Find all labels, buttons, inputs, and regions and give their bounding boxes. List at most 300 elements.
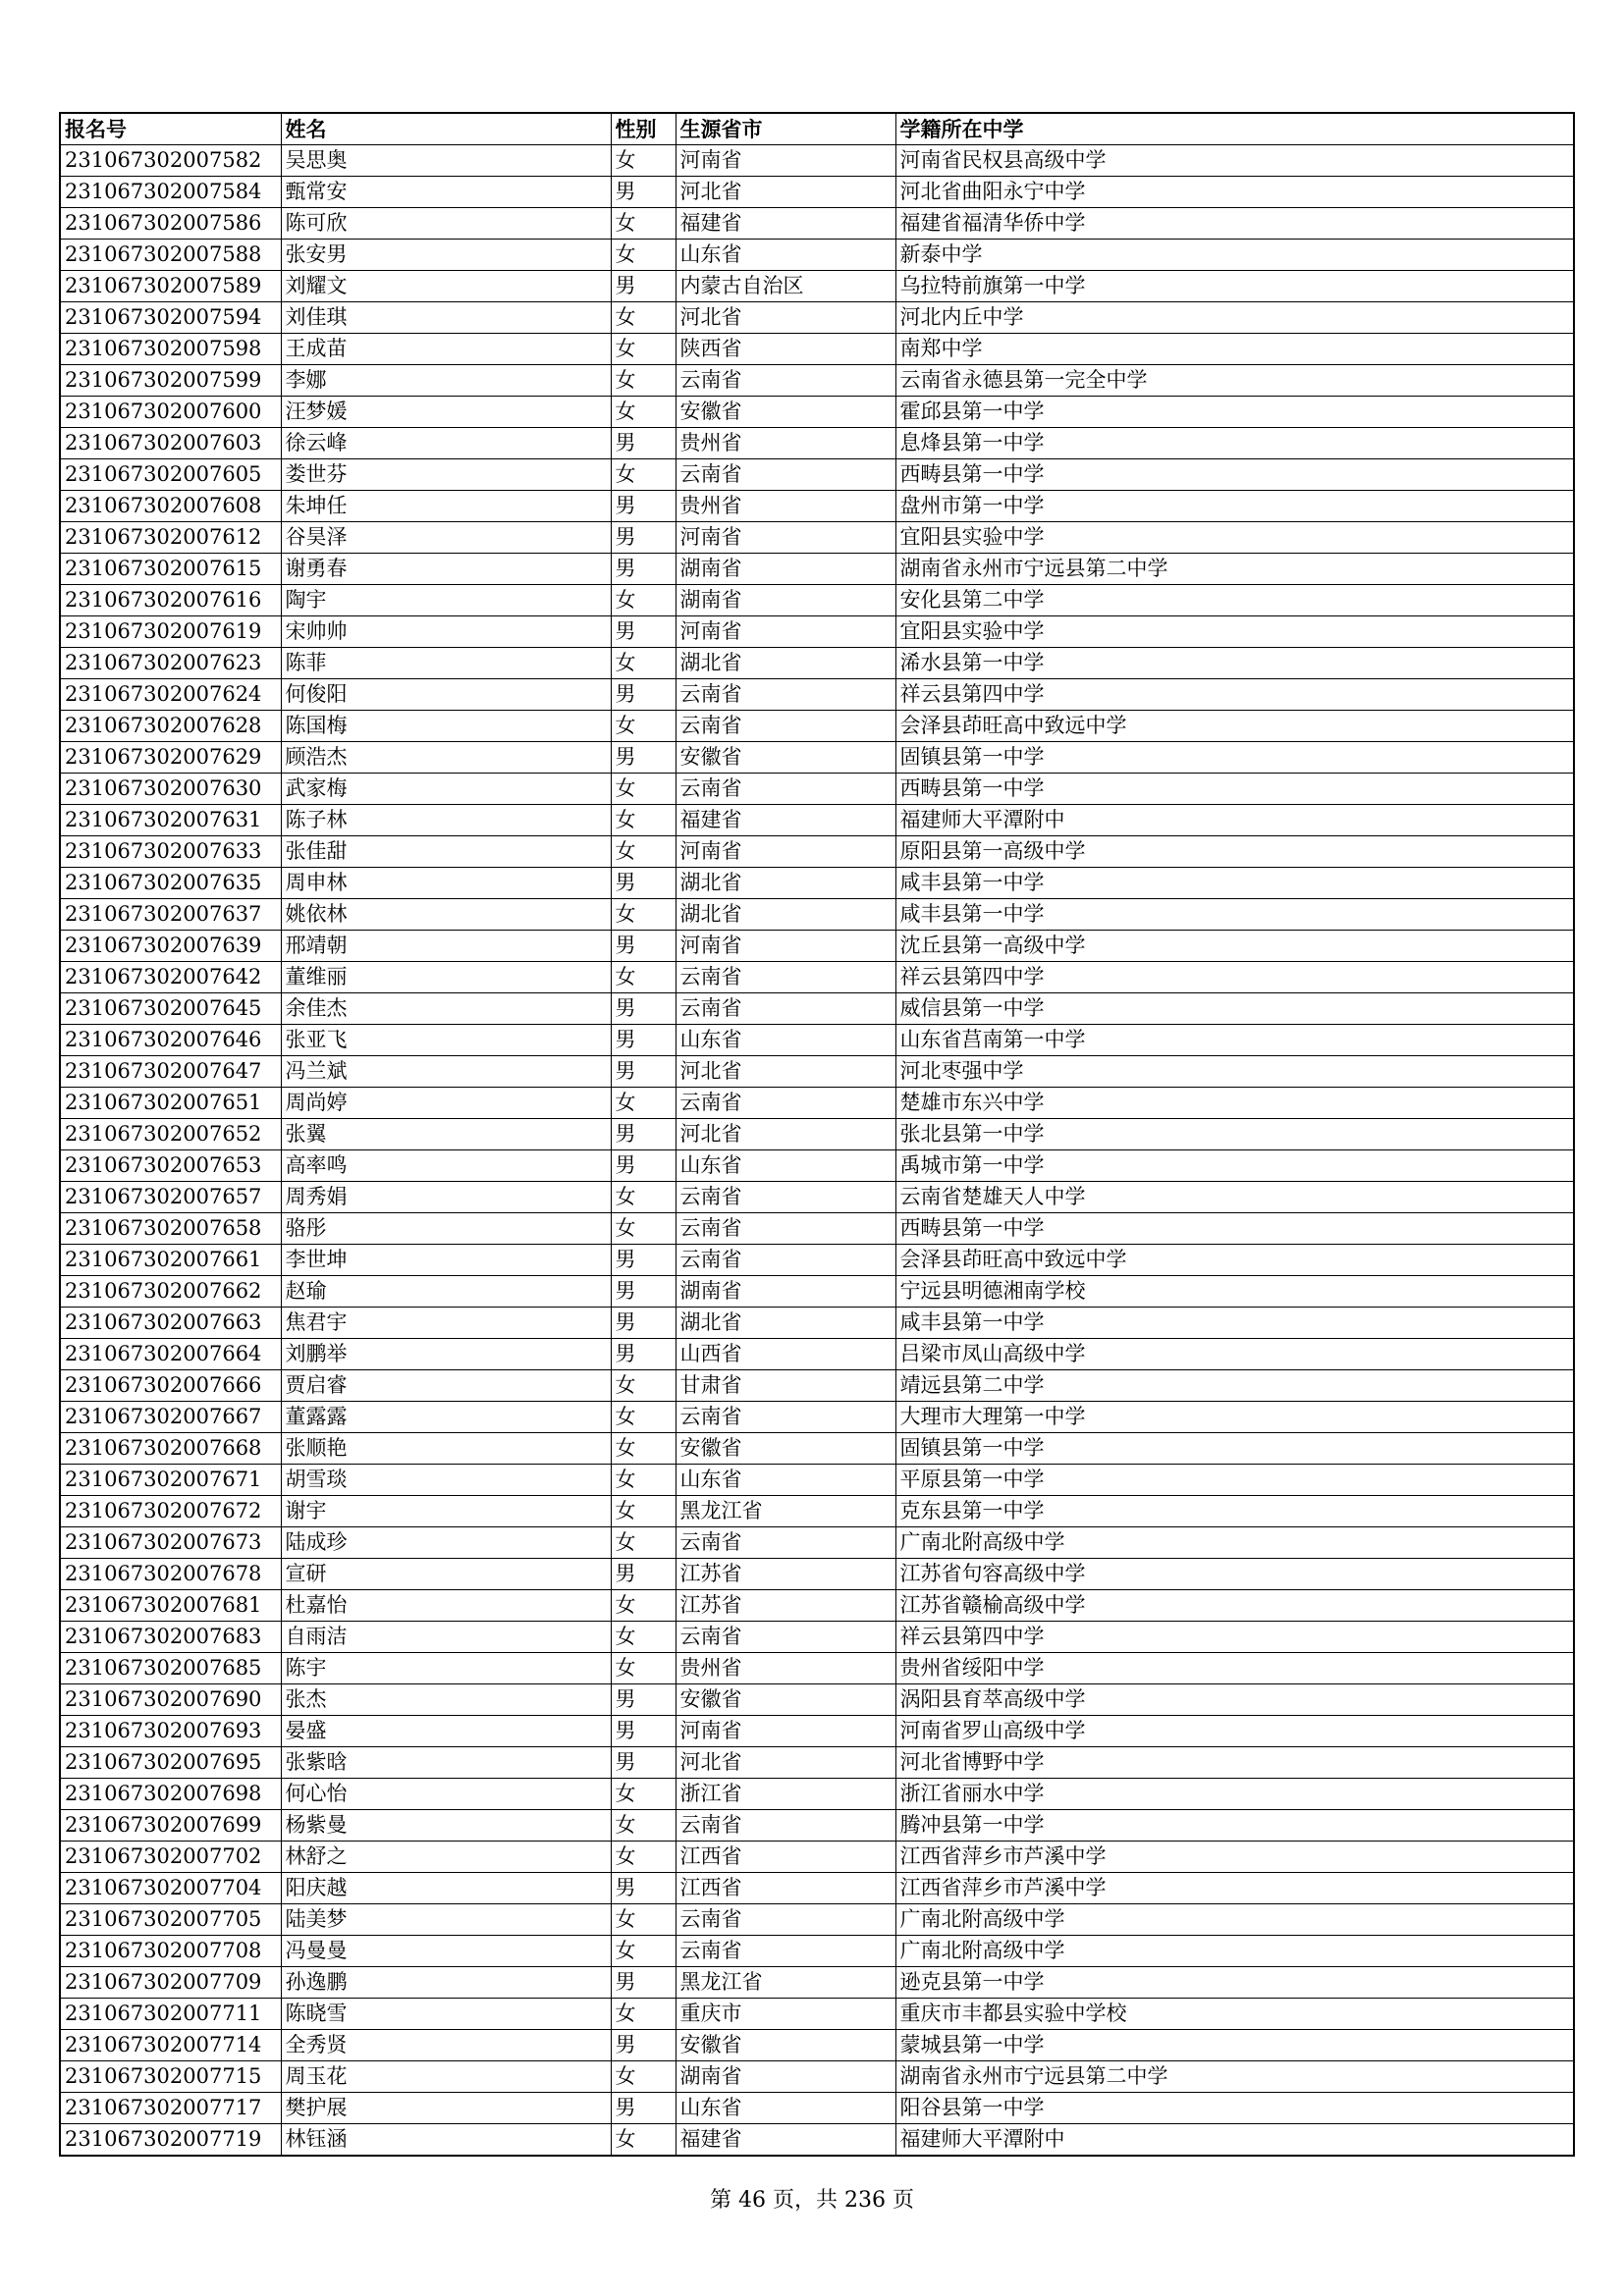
cell-school: 祥云县第四中学 xyxy=(895,679,1574,711)
table-row xyxy=(60,679,1574,711)
cell-name: 张翼 xyxy=(281,1119,611,1150)
table-row xyxy=(60,805,1574,836)
cell-registration-number: 231067302007599 xyxy=(60,365,281,397)
table-row xyxy=(60,962,1574,993)
cell-registration-number: 231067302007633 xyxy=(60,836,281,868)
table-row xyxy=(60,1622,1574,1653)
cell-province: 福建省 xyxy=(676,805,895,836)
cell-registration-number: 231067302007623 xyxy=(60,648,281,679)
cell-name: 阳庆越 xyxy=(281,1873,611,1904)
cell-school: 福建省福清华侨中学 xyxy=(895,208,1574,240)
cell-gender: 女 xyxy=(611,1402,676,1433)
cell-registration-number: 231067302007717 xyxy=(60,2093,281,2124)
table-row xyxy=(60,459,1574,491)
cell-province: 安徽省 xyxy=(676,397,895,428)
cell-school: 重庆市丰都县实验中学校 xyxy=(895,1999,1574,2030)
cell-name: 陈宇 xyxy=(281,1653,611,1684)
cell-registration-number: 231067302007719 xyxy=(60,2124,281,2157)
cell-name: 晏盛 xyxy=(281,1716,611,1747)
cell-school: 威信县第一中学 xyxy=(895,993,1574,1025)
cell-name: 顾浩杰 xyxy=(281,742,611,774)
cell-gender: 男 xyxy=(611,616,676,648)
header-name: 姓名 xyxy=(281,113,611,145)
cell-registration-number: 231067302007709 xyxy=(60,1967,281,1999)
cell-gender: 男 xyxy=(611,868,676,899)
cell-registration-number: 231067302007672 xyxy=(60,1496,281,1527)
cell-registration-number: 231067302007683 xyxy=(60,1622,281,1653)
header-school: 学籍所在中学 xyxy=(895,113,1574,145)
cell-registration-number: 231067302007715 xyxy=(60,2061,281,2093)
cell-registration-number: 231067302007603 xyxy=(60,428,281,459)
cell-name: 陆成珍 xyxy=(281,1527,611,1559)
table-row xyxy=(60,302,1574,334)
cell-name: 自雨洁 xyxy=(281,1622,611,1653)
table-row xyxy=(60,1684,1574,1716)
cell-name: 陶宇 xyxy=(281,585,611,616)
cell-gender: 男 xyxy=(611,2030,676,2061)
cell-school: 河南省罗山高级中学 xyxy=(895,1716,1574,1747)
cell-school: 会泽县茚旺高中致远中学 xyxy=(895,1245,1574,1276)
table-row xyxy=(60,1308,1574,1339)
cell-gender: 男 xyxy=(611,1684,676,1716)
cell-province: 云南省 xyxy=(676,1402,895,1433)
cell-name: 张顺艳 xyxy=(281,1433,611,1465)
cell-gender: 男 xyxy=(611,1245,676,1276)
cell-gender: 女 xyxy=(611,805,676,836)
cell-school: 西畴县第一中学 xyxy=(895,459,1574,491)
cell-registration-number: 231067302007653 xyxy=(60,1150,281,1182)
cell-province: 云南省 xyxy=(676,1213,895,1245)
cell-name: 杨紫曼 xyxy=(281,1810,611,1842)
cell-registration-number: 231067302007612 xyxy=(60,522,281,554)
cell-registration-number: 231067302007628 xyxy=(60,711,281,742)
cell-gender: 男 xyxy=(611,679,676,711)
cell-school: 平原县第一中学 xyxy=(895,1465,1574,1496)
cell-school: 贵州省绥阳中学 xyxy=(895,1653,1574,1684)
header-gender: 性别 xyxy=(611,113,676,145)
cell-school: 大理市大理第一中学 xyxy=(895,1402,1574,1433)
cell-province: 湖南省 xyxy=(676,585,895,616)
cell-province: 河南省 xyxy=(676,145,895,177)
cell-name: 张紫晗 xyxy=(281,1747,611,1779)
cell-name: 徐云峰 xyxy=(281,428,611,459)
cell-gender: 女 xyxy=(611,774,676,805)
table-row xyxy=(60,1088,1574,1119)
table-body xyxy=(60,145,1574,2157)
cell-registration-number: 231067302007584 xyxy=(60,177,281,208)
cell-gender: 女 xyxy=(611,1370,676,1402)
cell-province: 重庆市 xyxy=(676,1999,895,2030)
cell-province: 贵州省 xyxy=(676,491,895,522)
cell-school: 南郑中学 xyxy=(895,334,1574,365)
cell-gender: 女 xyxy=(611,1527,676,1559)
table-row xyxy=(60,1873,1574,1904)
cell-registration-number: 231067302007598 xyxy=(60,334,281,365)
cell-gender: 男 xyxy=(611,522,676,554)
cell-registration-number: 231067302007657 xyxy=(60,1182,281,1213)
cell-province: 安徽省 xyxy=(676,1433,895,1465)
student-table xyxy=(59,112,1575,2157)
cell-registration-number: 231067302007658 xyxy=(60,1213,281,1245)
table-row xyxy=(60,868,1574,899)
cell-registration-number: 231067302007671 xyxy=(60,1465,281,1496)
cell-school: 咸丰县第一中学 xyxy=(895,868,1574,899)
cell-school: 湖南省永州市宁远县第二中学 xyxy=(895,2061,1574,2093)
cell-gender: 男 xyxy=(611,554,676,585)
cell-province: 湖南省 xyxy=(676,2061,895,2093)
cell-gender: 女 xyxy=(611,397,676,428)
cell-province: 湖南省 xyxy=(676,554,895,585)
cell-name: 邢靖朝 xyxy=(281,931,611,962)
table-row xyxy=(60,1150,1574,1182)
cell-school: 安化县第二中学 xyxy=(895,585,1574,616)
cell-name: 张佳甜 xyxy=(281,836,611,868)
cell-school: 新泰中学 xyxy=(895,240,1574,271)
header-province: 生源省市 xyxy=(676,113,895,145)
cell-registration-number: 231067302007631 xyxy=(60,805,281,836)
cell-name: 樊护展 xyxy=(281,2093,611,2124)
cell-gender: 男 xyxy=(611,742,676,774)
cell-name: 刘佳琪 xyxy=(281,302,611,334)
cell-gender: 男 xyxy=(611,1747,676,1779)
cell-school: 浠水县第一中学 xyxy=(895,648,1574,679)
cell-name: 刘鹏举 xyxy=(281,1339,611,1370)
cell-gender: 女 xyxy=(611,302,676,334)
cell-province: 云南省 xyxy=(676,1527,895,1559)
cell-name: 甄常安 xyxy=(281,177,611,208)
table-row xyxy=(60,616,1574,648)
table-row xyxy=(60,428,1574,459)
table-row xyxy=(60,208,1574,240)
cell-gender: 女 xyxy=(611,208,676,240)
cell-school: 广南北附高级中学 xyxy=(895,1904,1574,1936)
table-row xyxy=(60,1245,1574,1276)
cell-province: 云南省 xyxy=(676,1088,895,1119)
cell-gender: 女 xyxy=(611,145,676,177)
cell-registration-number: 231067302007705 xyxy=(60,1904,281,1936)
cell-name: 冯兰斌 xyxy=(281,1056,611,1088)
cell-gender: 女 xyxy=(611,1842,676,1873)
cell-name: 董维丽 xyxy=(281,962,611,993)
cell-school: 固镇县第一中学 xyxy=(895,1433,1574,1465)
cell-gender: 女 xyxy=(611,1779,676,1810)
cell-school: 吕梁市凤山高级中学 xyxy=(895,1339,1574,1370)
cell-school: 涡阳县育萃高级中学 xyxy=(895,1684,1574,1716)
cell-name: 周秀娟 xyxy=(281,1182,611,1213)
cell-gender: 女 xyxy=(611,459,676,491)
table-row xyxy=(60,2124,1574,2157)
table-row xyxy=(60,145,1574,177)
cell-registration-number: 231067302007664 xyxy=(60,1339,281,1370)
cell-registration-number: 231067302007630 xyxy=(60,774,281,805)
cell-province: 云南省 xyxy=(676,459,895,491)
cell-gender: 女 xyxy=(611,1182,676,1213)
table-row xyxy=(60,1590,1574,1622)
cell-registration-number: 231067302007639 xyxy=(60,931,281,962)
cell-school: 靖远县第二中学 xyxy=(895,1370,1574,1402)
table-row xyxy=(60,836,1574,868)
table-row xyxy=(60,742,1574,774)
cell-province: 山西省 xyxy=(676,1339,895,1370)
cell-province: 河南省 xyxy=(676,616,895,648)
table-row xyxy=(60,1119,1574,1150)
cell-province: 云南省 xyxy=(676,679,895,711)
page-footer: 第 46 页，共 236 页 xyxy=(710,2188,914,2213)
table-row xyxy=(60,1402,1574,1433)
cell-school: 福建师大平潭附中 xyxy=(895,2124,1574,2157)
table-row xyxy=(60,1936,1574,1967)
cell-province: 山东省 xyxy=(676,1465,895,1496)
cell-province: 山东省 xyxy=(676,1150,895,1182)
cell-province: 内蒙古自治区 xyxy=(676,271,895,302)
cell-name: 陈菲 xyxy=(281,648,611,679)
cell-gender: 男 xyxy=(611,931,676,962)
cell-gender: 女 xyxy=(611,334,676,365)
cell-school: 蒙城县第一中学 xyxy=(895,2030,1574,2061)
cell-school: 山东省莒南第一中学 xyxy=(895,1025,1574,1056)
cell-province: 甘肃省 xyxy=(676,1370,895,1402)
cell-registration-number: 231067302007588 xyxy=(60,240,281,271)
cell-registration-number: 231067302007605 xyxy=(60,459,281,491)
cell-gender: 女 xyxy=(611,365,676,397)
cell-name: 林钰涵 xyxy=(281,2124,611,2157)
cell-province: 湖北省 xyxy=(676,648,895,679)
cell-registration-number: 231067302007589 xyxy=(60,271,281,302)
cell-school: 克东县第一中学 xyxy=(895,1496,1574,1527)
cell-school: 宁远县明德湘南学校 xyxy=(895,1276,1574,1308)
table-row xyxy=(60,177,1574,208)
cell-school: 禹城市第一中学 xyxy=(895,1150,1574,1182)
table-row xyxy=(60,1370,1574,1402)
cell-registration-number: 231067302007642 xyxy=(60,962,281,993)
table-row xyxy=(60,1967,1574,1999)
cell-gender: 女 xyxy=(611,1810,676,1842)
cell-gender: 男 xyxy=(611,271,676,302)
table-row xyxy=(60,271,1574,302)
table-row xyxy=(60,334,1574,365)
cell-province: 江西省 xyxy=(676,1842,895,1873)
cell-name: 贾启睿 xyxy=(281,1370,611,1402)
cell-school: 浙江省丽水中学 xyxy=(895,1779,1574,1810)
cell-gender: 男 xyxy=(611,2093,676,2124)
cell-registration-number: 231067302007681 xyxy=(60,1590,281,1622)
cell-registration-number: 231067302007652 xyxy=(60,1119,281,1150)
cell-name: 陈可欣 xyxy=(281,208,611,240)
cell-name: 林舒之 xyxy=(281,1842,611,1873)
table-row xyxy=(60,522,1574,554)
cell-name: 刘耀文 xyxy=(281,271,611,302)
cell-registration-number: 231067302007678 xyxy=(60,1559,281,1590)
cell-school: 祥云县第四中学 xyxy=(895,962,1574,993)
cell-gender: 女 xyxy=(611,2061,676,2093)
table-row xyxy=(60,1496,1574,1527)
cell-province: 河南省 xyxy=(676,836,895,868)
cell-school: 河北省博野中学 xyxy=(895,1747,1574,1779)
cell-school: 广南北附高级中学 xyxy=(895,1527,1574,1559)
cell-gender: 女 xyxy=(611,1465,676,1496)
cell-name: 谷昊泽 xyxy=(281,522,611,554)
cell-province: 贵州省 xyxy=(676,428,895,459)
cell-gender: 男 xyxy=(611,1873,676,1904)
cell-school: 云南省永德县第一完全中学 xyxy=(895,365,1574,397)
cell-gender: 男 xyxy=(611,1150,676,1182)
cell-school: 河北内丘中学 xyxy=(895,302,1574,334)
cell-province: 湖北省 xyxy=(676,1308,895,1339)
cell-province: 云南省 xyxy=(676,962,895,993)
cell-registration-number: 231067302007615 xyxy=(60,554,281,585)
cell-name: 周玉花 xyxy=(281,2061,611,2093)
cell-school: 楚雄市东兴中学 xyxy=(895,1088,1574,1119)
cell-gender: 女 xyxy=(611,1088,676,1119)
cell-school: 河北省曲阳永宁中学 xyxy=(895,177,1574,208)
cell-name: 陆美梦 xyxy=(281,1904,611,1936)
table-row xyxy=(60,1339,1574,1370)
cell-name: 周申林 xyxy=(281,868,611,899)
cell-province: 河南省 xyxy=(676,1716,895,1747)
cell-school: 宜阳县实验中学 xyxy=(895,616,1574,648)
cell-school: 河北枣强中学 xyxy=(895,1056,1574,1088)
cell-province: 湖北省 xyxy=(676,899,895,931)
cell-name: 余佳杰 xyxy=(281,993,611,1025)
table-row xyxy=(60,711,1574,742)
cell-province: 湖北省 xyxy=(676,868,895,899)
table-row xyxy=(60,240,1574,271)
cell-name: 陈晓雪 xyxy=(281,1999,611,2030)
cell-school: 逊克县第一中学 xyxy=(895,1967,1574,1999)
cell-province: 湖南省 xyxy=(676,1276,895,1308)
cell-gender: 女 xyxy=(611,711,676,742)
cell-gender: 女 xyxy=(611,240,676,271)
cell-school: 张北县第一中学 xyxy=(895,1119,1574,1150)
cell-gender: 女 xyxy=(611,1936,676,1967)
cell-name: 何俊阳 xyxy=(281,679,611,711)
cell-province: 安徽省 xyxy=(676,742,895,774)
cell-province: 河北省 xyxy=(676,177,895,208)
cell-registration-number: 231067302007695 xyxy=(60,1747,281,1779)
cell-school: 河南省民权县高级中学 xyxy=(895,145,1574,177)
cell-registration-number: 231067302007693 xyxy=(60,1716,281,1747)
table-row xyxy=(60,2093,1574,2124)
cell-name: 何心怡 xyxy=(281,1779,611,1810)
cell-name: 王成苗 xyxy=(281,334,611,365)
cell-province: 贵州省 xyxy=(676,1653,895,1684)
cell-gender: 女 xyxy=(611,836,676,868)
cell-school: 湖南省永州市宁远县第二中学 xyxy=(895,554,1574,585)
cell-gender: 女 xyxy=(611,1999,676,2030)
cell-name: 胡雪琰 xyxy=(281,1465,611,1496)
cell-registration-number: 231067302007635 xyxy=(60,868,281,899)
cell-gender: 女 xyxy=(611,1904,676,1936)
cell-province: 云南省 xyxy=(676,1182,895,1213)
table-row xyxy=(60,1810,1574,1842)
cell-name: 娄世芬 xyxy=(281,459,611,491)
cell-province: 云南省 xyxy=(676,1245,895,1276)
cell-gender: 女 xyxy=(611,585,676,616)
cell-registration-number: 231067302007608 xyxy=(60,491,281,522)
cell-name: 冯曼曼 xyxy=(281,1936,611,1967)
table-row xyxy=(60,1904,1574,1936)
cell-province: 河北省 xyxy=(676,1056,895,1088)
cell-province: 云南省 xyxy=(676,365,895,397)
cell-school: 江西省萍乡市芦溪中学 xyxy=(895,1873,1574,1904)
table-row xyxy=(60,2061,1574,2093)
cell-school: 盘州市第一中学 xyxy=(895,491,1574,522)
table-row xyxy=(60,585,1574,616)
header-registration-number: 报名号 xyxy=(60,113,281,145)
cell-registration-number: 231067302007708 xyxy=(60,1936,281,1967)
table-row xyxy=(60,774,1574,805)
cell-province: 黑龙江省 xyxy=(676,1967,895,1999)
cell-school: 腾冲县第一中学 xyxy=(895,1810,1574,1842)
table-row xyxy=(60,993,1574,1025)
table-row xyxy=(60,1465,1574,1496)
cell-province: 云南省 xyxy=(676,711,895,742)
cell-province: 河北省 xyxy=(676,1747,895,1779)
cell-registration-number: 231067302007702 xyxy=(60,1842,281,1873)
table-row xyxy=(60,648,1574,679)
cell-name: 陈国梅 xyxy=(281,711,611,742)
cell-gender: 男 xyxy=(611,993,676,1025)
cell-registration-number: 231067302007661 xyxy=(60,1245,281,1276)
cell-school: 宜阳县实验中学 xyxy=(895,522,1574,554)
cell-name: 朱坤任 xyxy=(281,491,611,522)
cell-gender: 女 xyxy=(611,1496,676,1527)
cell-registration-number: 231067302007600 xyxy=(60,397,281,428)
cell-name: 全秀贤 xyxy=(281,2030,611,2061)
cell-school: 云南省楚雄天人中学 xyxy=(895,1182,1574,1213)
cell-name: 焦君宇 xyxy=(281,1308,611,1339)
cell-province: 福建省 xyxy=(676,2124,895,2157)
cell-school: 固镇县第一中学 xyxy=(895,742,1574,774)
cell-gender: 女 xyxy=(611,2124,676,2157)
table-row xyxy=(60,931,1574,962)
cell-registration-number: 231067302007666 xyxy=(60,1370,281,1402)
cell-gender: 男 xyxy=(611,1716,676,1747)
cell-name: 孙逸鹏 xyxy=(281,1967,611,1999)
table-row xyxy=(60,1433,1574,1465)
cell-province: 陕西省 xyxy=(676,334,895,365)
cell-name: 周尚婷 xyxy=(281,1088,611,1119)
header-row xyxy=(60,113,1574,145)
cell-registration-number: 231067302007685 xyxy=(60,1653,281,1684)
cell-name: 宣研 xyxy=(281,1559,611,1590)
cell-school: 原阳县第一高级中学 xyxy=(895,836,1574,868)
table-row xyxy=(60,1653,1574,1684)
cell-registration-number: 231067302007690 xyxy=(60,1684,281,1716)
cell-gender: 男 xyxy=(611,1559,676,1590)
cell-school: 江西省萍乡市芦溪中学 xyxy=(895,1842,1574,1873)
cell-gender: 男 xyxy=(611,1276,676,1308)
cell-name: 张安男 xyxy=(281,240,611,271)
cell-province: 云南省 xyxy=(676,1936,895,1967)
cell-gender: 女 xyxy=(611,1622,676,1653)
table-row xyxy=(60,1056,1574,1088)
cell-registration-number: 231067302007704 xyxy=(60,1873,281,1904)
cell-registration-number: 231067302007667 xyxy=(60,1402,281,1433)
cell-gender: 女 xyxy=(611,1653,676,1684)
table-row xyxy=(60,1213,1574,1245)
cell-name: 高率鸣 xyxy=(281,1150,611,1182)
cell-province: 云南省 xyxy=(676,1904,895,1936)
table-row xyxy=(60,1716,1574,1747)
cell-registration-number: 231067302007629 xyxy=(60,742,281,774)
cell-province: 安徽省 xyxy=(676,1684,895,1716)
cell-registration-number: 231067302007637 xyxy=(60,899,281,931)
table-row xyxy=(60,1999,1574,2030)
cell-school: 江苏省赣榆高级中学 xyxy=(895,1590,1574,1622)
table-row xyxy=(60,397,1574,428)
cell-gender: 男 xyxy=(611,1339,676,1370)
